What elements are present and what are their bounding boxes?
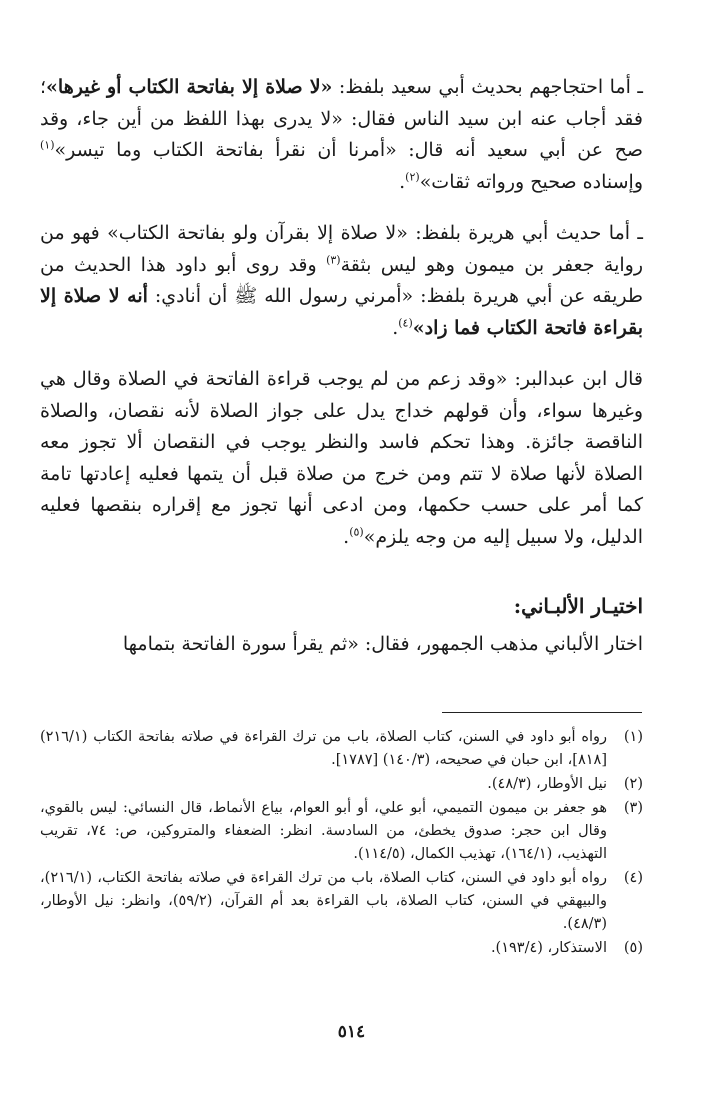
footnote-ref-4: (٤) (398, 316, 413, 330)
section-heading: اختيـار الألبـاني: (513, 594, 643, 618)
quoted-hadith-bold: «لا صلاة إلا بفاتحة الكتاب أو غيرها» (46, 76, 333, 98)
footnote-text: رواه أبو داود في السنن، كتاب الصلاة، باب من ترك القراءة في صلاته بفاتحة الكتاب، (٢١٦/١)، والبيهقي في السنن، كتاب الصلاة، باب القراءة بعد أم القرآن، (٥٩/٢)، وانظر: نيل الأوطار، (٤٨/٣). (40, 870, 607, 932)
footnote-2 (40, 773, 643, 796)
footnote-3 (40, 797, 643, 866)
footnotes (40, 726, 643, 961)
footnote-ref-3: (٣) (326, 253, 341, 267)
paragraph-3: قال ابن عبدالبر: «وقد زعم من لم يوجب قراءة الفاتحة في الصلاة وقال هي وغيرها سواء، وأن قولهم خداج يدل على جواز الصلاة لأنه نقصان، والصلاة الناقصة جائزة. وهذا تحكم فاسد والنظر يوجب في النقصان ألا تجوز معه الصلاة لأنها صلاة لا تتم ومن خرج من صلاة قبل أن يتمها فعليه إعادتها تامة كما أمر على حسب حكمها، ومن ادعى أنها تجوز مع إقراره بنقصها فعليه الدليل، ولا سبيل إليه من وجه يلزم»$^{(٥)}$. (40, 368, 643, 548)
footnote-number: (٢) (623, 776, 643, 792)
footnote-number: (٤) (623, 870, 643, 886)
footnote-text: نيل الأوطار، (٤٨/٣). (487, 776, 607, 792)
footnote-5 (40, 937, 643, 960)
paragraph-2: ـ أما حديث أبي هريرة بلفظ: «لا صلاة إلا بقرآن ولو بفاتحة الكتاب» فهو من رواية جعفر بن ميمون وهو ليس بثقة$^{(٣)}$ وقد روى أبو داود هذا الحديث من طريقه عن أبي هريرة بلفظ: «أمرني رسول الله ﷺ أن أنادي: أنه لا صلاة إلا بقراءة فاتحة الكتاب فما زاد»$^{(٤)}$. (40, 222, 644, 339)
footnote-4 (40, 867, 643, 936)
footnote-1 (40, 726, 643, 772)
footnote-text: الاستذكار، (١٩٣/٤). (490, 940, 607, 956)
footnote-divider (442, 712, 642, 713)
page-number: ٥١٤ (337, 1022, 366, 1042)
footnote-number: (٣) (623, 800, 643, 816)
footnote-ref-2: (٢) (405, 170, 420, 184)
paragraph-1: ـ أما احتجاجهم بحديث أبي سعيد بلفظ: «لا صلاة إلا بفاتحة الكتاب أو غيرها»؛ فقد أجاب عنه ابن سيد الناس فقال: «لا يدرى بهذا اللفظ من أين جاء، وقد صح عن أبي سعيد أنه قال: «أمرنا أن نقرأ بفاتحة الكتاب وما تيسر»$^{(١)}$ وإسناده صحيح ورواته ثقات»$^{(٢)}$. (40, 76, 643, 193)
page-body (40, 72, 643, 661)
footnote-text: رواه أبو داود في السنن، كتاب الصلاة، باب من ترك القراءة في صلاته بفاتحة الكتاب (٢١٦/١) [٨١٨]، ابن حبان في صحيحه، (١٤٠/٣) [١٧٨٧]. (40, 729, 607, 768)
footnote-ref-5: (٥) (349, 525, 364, 539)
quoted-hadith-bold: أنه لا صلاة إلا بقراءة فاتحة الكتاب فما زاد» (40, 285, 643, 339)
footnote-text: هو جعفر بن ميمون التميمي، أبو علي، أو أبو العوام، بياع الأنماط، قال النسائي: ليس بالقوي، وقال ابن حجر: صدوق يخطئ، من السادسة. انظر: الضعفاء والمتروكين، ص: ٧٤، تقريب التهذيب، (١٦٤/١)، تهذيب الكمال، (١١٤/٥). (40, 800, 607, 862)
footnote-ref-1: (١) (40, 138, 55, 152)
paragraph-4: اختار الألباني مذهب الجمهور، فقال: «ثم يقرأ سورة الفاتحة بتمامها (122, 633, 643, 655)
footnote-number: (١) (623, 729, 643, 745)
footnote-number: (٥) (623, 940, 643, 956)
